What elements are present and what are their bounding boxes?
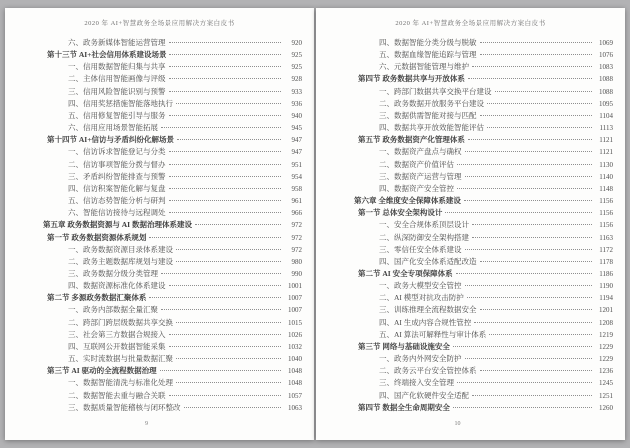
toc-entry: [68, 317, 302, 329]
toc-entry-title: 五、数据血缘智能追踪与管理: [379, 50, 477, 60]
toc-entry-title: 四、信用奖惩措施智能落地执行: [68, 98, 173, 108]
dot-leader: [169, 78, 282, 79]
toc-entry: [68, 268, 302, 280]
toc-entry: [68, 98, 302, 110]
toc-entry: [379, 61, 613, 73]
dot-leader: [169, 151, 282, 152]
toc-entry-title: 三、社会第三方数据合规接入: [68, 329, 166, 339]
toc-entry-page: 1178: [599, 257, 613, 266]
toc-entry: [68, 183, 302, 195]
toc-entry: [68, 122, 302, 134]
toc-entry: [358, 134, 613, 146]
toc-entry-page: 1186: [599, 269, 613, 278]
toc-entry: [379, 183, 613, 195]
toc-entry-page: 1015: [288, 318, 302, 327]
dot-leader: [169, 176, 282, 177]
dot-leader: [169, 188, 282, 189]
toc-entry-page: 1156: [599, 197, 613, 206]
toc-entry-page: 961: [291, 197, 302, 206]
dot-leader: [457, 164, 592, 165]
toc-entry-page: 945: [291, 124, 302, 133]
dot-leader: [169, 285, 282, 286]
toc-entry-title: 第五节 政务数据资产化管理体系: [358, 135, 465, 145]
toc-entry-title: 第六章 全维度安全保障体系建设: [354, 196, 461, 206]
toc-entry-page: 1048: [288, 379, 302, 388]
toc-page-left: [5, 8, 314, 440]
toc-entry: [358, 207, 613, 219]
toc-entry-page: 1057: [288, 391, 302, 400]
toc-entry-title: 第十三节 AI+社会信用体系建设场景: [47, 50, 167, 60]
toc-entry: [47, 365, 302, 377]
toc-entry: [68, 146, 302, 158]
dot-leader: [480, 54, 593, 55]
toc-entry-page: 1163: [599, 233, 613, 242]
toc-entry-page: 947: [291, 148, 302, 157]
dot-leader: [464, 200, 592, 201]
toc-entry-page: 1130: [599, 160, 613, 169]
toc-entry-page: 940: [291, 111, 302, 120]
toc-entry-page: 1007: [288, 294, 302, 303]
dot-leader: [453, 407, 592, 408]
dot-leader: [480, 261, 593, 262]
toc-entry-title: 三、零信任安全体系建设: [379, 244, 462, 254]
toc-entry-page: 1088: [599, 87, 613, 96]
dot-leader: [195, 224, 281, 225]
running-header: 2020 年 AI+智慧政务全场景应用解决方案白皮书: [395, 20, 546, 27]
toc-entry-page: 1001: [288, 282, 302, 291]
dot-leader: [169, 200, 282, 201]
running-header: 2020 年 AI+智慧政务全场景应用解决方案白皮书: [84, 20, 235, 27]
dot-leader: [149, 237, 281, 238]
dot-leader: [169, 212, 282, 213]
toc-entry-title: 二、信访事项智能分拨与督办: [68, 159, 166, 169]
toc-entry-page: 933: [291, 87, 302, 96]
toc-entry: [379, 110, 613, 122]
toc-entry-title: 四、数据资产安全管控: [379, 183, 454, 193]
toc-entry-page: 972: [291, 245, 302, 254]
toc-entry: [379, 146, 613, 158]
toc-entry-page: 1156: [599, 209, 613, 218]
toc-entry: [379, 353, 613, 365]
toc-entry-page: 1201: [599, 306, 613, 315]
toc-entry-title: 六、智能信访接待与远程调处: [68, 208, 166, 218]
toc-entry-title: 第三节 AI 驱动的全流程数据治理: [47, 366, 157, 376]
toc-entry-page: 1104: [599, 111, 613, 120]
toc-entry-page: 1040: [288, 355, 302, 364]
dot-leader: [472, 66, 592, 67]
toc-entry-page: 1229: [599, 355, 613, 364]
toc-entry: [68, 377, 302, 389]
toc-entry-title: 五、信用修复智能引导与服务: [68, 110, 166, 120]
dot-leader: [169, 91, 282, 92]
toc-entry: [379, 377, 613, 389]
dot-leader: [467, 297, 592, 298]
toc-entry-title: 三、训练推理全流程数据安全: [379, 305, 477, 315]
toc-entry: [358, 73, 613, 85]
toc-entry: [47, 292, 302, 304]
dot-leader: [472, 395, 592, 396]
toc-entry: [379, 244, 613, 256]
toc-entry: [68, 256, 302, 268]
toc-list-right: [354, 37, 613, 414]
dot-leader: [161, 127, 281, 128]
toc-entry-page: 1121: [599, 148, 613, 157]
toc-entry-page: 1032: [288, 342, 302, 351]
dot-leader: [465, 151, 593, 152]
toc-entry: [68, 195, 302, 207]
toc-entry: [379, 171, 613, 183]
toc-entry-page: 1190: [599, 282, 613, 291]
toc-entry-title: 二、政务云平台安全管控体系: [379, 366, 477, 376]
toc-entry-page: 1236: [599, 367, 613, 376]
toc-entry-title: 三、矛盾纠纷智能排查与预警: [68, 171, 166, 181]
dot-leader: [176, 358, 281, 359]
toc-entry-title: 一、政务大模型安全管控: [379, 281, 462, 291]
toc-entry-title: 第二节 AI 安全专项保障体系: [358, 268, 453, 278]
toc-entry: [358, 268, 613, 280]
toc-entry-title: 一、安全合规体系顶层设计: [379, 220, 469, 230]
toc-entry-title: 一、政务内部数据全量汇聚: [68, 305, 158, 315]
dot-leader: [176, 382, 281, 383]
toc-entry: [379, 86, 613, 98]
toc-entry: [43, 219, 302, 231]
toc-entry: [379, 49, 613, 61]
dot-leader: [169, 42, 282, 43]
toc-entry-page: 1194: [599, 294, 613, 303]
dot-leader: [176, 249, 281, 250]
toc-entry-title: 六、政务新媒体智能运营管理: [68, 38, 166, 47]
dot-leader: [456, 273, 592, 274]
toc-entry-page: 1140: [599, 172, 613, 181]
toc-entry-title: 二、跨部门跨层级数据共享交换: [68, 317, 173, 327]
dot-leader: [457, 188, 592, 189]
toc-entry-title: 三、政务数据分级分类管理: [68, 268, 158, 278]
toc-entry: [379, 159, 613, 171]
toc-entry: [68, 244, 302, 256]
toc-entry-title: 三、终端接入安全管理: [379, 378, 454, 388]
dot-leader: [176, 103, 281, 104]
toc-entry-title: 一、信访诉求智能登记与分类: [68, 147, 166, 157]
page-number: 9: [145, 421, 148, 427]
toc-entry-title: 一、信用数据智能归集与共享: [68, 62, 166, 72]
dot-leader: [468, 78, 592, 79]
dot-leader: [480, 370, 593, 371]
dot-leader: [176, 322, 281, 323]
toc-entry: [379, 365, 613, 377]
toc-entry-page: 1048: [288, 367, 302, 376]
toc-entry-title: 四、数据智能分类分级与脱敏: [379, 38, 477, 47]
toc-entry: [68, 37, 302, 49]
toc-entry-title: 四、信访积案智能化解与复盘: [68, 183, 166, 193]
toc-page-right: [316, 8, 625, 440]
toc-entry-title: 三、数据供需智能对接与匹配: [379, 110, 477, 120]
toc-entry-page: 966: [291, 209, 302, 218]
dot-leader: [149, 297, 281, 298]
toc-entry-title: 六、元数据智能管理与维护: [379, 62, 469, 72]
toc-entry: [379, 292, 613, 304]
dot-leader: [169, 334, 282, 335]
toc-entry-page: 954: [291, 172, 302, 181]
toc-entry: [379, 98, 613, 110]
dot-leader: [480, 115, 593, 116]
toc-entry-page: 972: [291, 221, 302, 230]
toc-entry-page: 1172: [599, 245, 613, 254]
dot-leader: [177, 139, 281, 140]
page-number: 10: [454, 421, 461, 427]
toc-entry: [68, 207, 302, 219]
toc-entry: [379, 37, 613, 49]
toc-entry: [358, 402, 613, 414]
dot-leader: [495, 91, 593, 92]
dot-leader: [487, 103, 592, 104]
toc-entry-title: 四、AI 生成内容合规性管控: [379, 317, 472, 327]
toc-entry: [379, 280, 613, 292]
dot-leader: [169, 395, 282, 396]
dot-leader: [169, 66, 282, 67]
toc-list-left: [43, 37, 302, 414]
toc-entry: [68, 304, 302, 316]
toc-entry-page: 1245: [599, 379, 613, 388]
toc-entry: [47, 49, 302, 61]
toc-entry-title: 四、国产化安全体系适配改造: [379, 256, 477, 266]
dot-leader: [474, 322, 592, 323]
dot-leader: [169, 346, 282, 347]
dot-leader: [169, 54, 281, 55]
dot-leader: [445, 212, 592, 213]
dot-leader: [169, 115, 282, 116]
toc-entry: [354, 195, 613, 207]
toc-entry: [358, 341, 613, 353]
dot-leader: [472, 224, 592, 225]
toc-entry: [47, 134, 302, 146]
toc-entry-page: 1088: [599, 75, 613, 84]
toc-entry-page: 1076: [599, 51, 613, 60]
toc-entry-page: 1260: [599, 403, 613, 412]
toc-entry-title: 第一节 政务数据资源体系规划: [47, 232, 147, 242]
toc-entry-page: 928: [291, 75, 302, 84]
toc-entry-title: 一、跨部门数据共享交换平台建设: [379, 86, 492, 96]
toc-entry-page: 972: [291, 233, 302, 242]
dot-leader: [489, 334, 592, 335]
toc-entry-title: 五、信访态势智能分析与研判: [68, 196, 166, 206]
toc-entry-page: 1219: [599, 330, 613, 339]
toc-entry-title: 三、信用风险智能识别与预警: [68, 86, 166, 96]
dot-leader: [468, 139, 592, 140]
toc-entry: [68, 280, 302, 292]
dot-leader: [472, 237, 592, 238]
toc-entry: [379, 232, 613, 244]
toc-entry-title: 五、AI 算法可解释性与审计体系: [379, 329, 487, 339]
dot-leader: [465, 358, 593, 359]
toc-entry-page: 958: [291, 184, 302, 193]
toc-entry-title: 第二节 多源政务数据汇聚体系: [47, 293, 147, 303]
toc-entry-page: 1063: [288, 403, 302, 412]
dot-leader: [465, 176, 593, 177]
toc-entry-page: 1148: [599, 184, 613, 193]
toc-entry: [379, 390, 613, 402]
toc-entry-page: 1026: [288, 330, 302, 339]
toc-entry: [68, 402, 302, 414]
toc-entry: [68, 353, 302, 365]
toc-entry-page: 1121: [599, 136, 613, 145]
toc-entry-title: 四、互联网公开数据智能采集: [68, 341, 166, 351]
toc-entry-title: 二、主体信用智能画像与评级: [68, 74, 166, 84]
toc-entry-title: 四、数据资源标准化体系建设: [68, 281, 166, 291]
toc-entry: [68, 110, 302, 122]
toc-entry-title: 一、政务内外网安全防护: [379, 354, 462, 364]
toc-entry: [68, 73, 302, 85]
toc-entry-page: 1208: [599, 318, 613, 327]
toc-entry-title: 第五章 政务数据资源与 AI 数据治理体系建设: [43, 220, 192, 230]
toc-entry: [379, 122, 613, 134]
toc-entry-page: 920: [291, 39, 302, 47]
toc-entry-page: 1156: [599, 221, 613, 230]
toc-entry-title: 二、AI 模型对抗攻击防护: [379, 293, 464, 303]
toc-entry-title: 第三节 网络与基础设施安全: [358, 341, 450, 351]
toc-entry-page: 1069: [599, 39, 613, 47]
toc-entry-page: 947: [291, 136, 302, 145]
toc-entry: [68, 329, 302, 341]
toc-entry-page: 1095: [599, 99, 613, 108]
dot-leader: [457, 382, 592, 383]
dot-leader: [176, 261, 281, 262]
toc-entry-title: 第一节 总体安全架构设计: [358, 208, 443, 218]
toc-entry-page: 936: [291, 99, 302, 108]
toc-entry-page: 1083: [599, 63, 613, 72]
toc-entry-page: 1229: [599, 342, 613, 351]
toc-entry-page: 925: [291, 63, 302, 72]
toc-entry: [47, 232, 302, 244]
toc-entry-page: 1251: [599, 391, 613, 400]
toc-entry: [68, 86, 302, 98]
toc-entry-title: 一、政务数据资源目录体系建设: [68, 244, 173, 254]
dot-leader: [453, 346, 592, 347]
dot-leader: [465, 285, 593, 286]
toc-entry-title: 三、数据质量智能稽核与闭环整改: [68, 402, 181, 412]
toc-entry-title: 一、数据资产盘点与确权: [379, 147, 462, 157]
toc-entry-title: 第四节 政务数据共享与开放体系: [358, 74, 465, 84]
toc-entry: [379, 304, 613, 316]
dot-leader: [184, 407, 282, 408]
toc-entry-page: 980: [291, 257, 302, 266]
dot-leader: [465, 249, 593, 250]
toc-entry-page: 925: [291, 51, 302, 60]
toc-entry-title: 四、国产化软硬件安全适配: [379, 390, 469, 400]
toc-entry-page: 951: [291, 160, 302, 169]
toc-entry: [68, 171, 302, 183]
dot-leader: [169, 164, 282, 165]
toc-entry: [379, 329, 613, 341]
toc-entry: [379, 219, 613, 231]
toc-entry-page: 990: [291, 269, 302, 278]
toc-entry-title: 五、实时流数据与批量数据汇聚: [68, 354, 173, 364]
toc-entry-title: 一、数据智能清洗与标准化处理: [68, 378, 173, 388]
dot-leader: [161, 309, 281, 310]
toc-entry: [68, 341, 302, 353]
toc-entry-title: 第四节 数据全生命周期安全: [358, 402, 450, 412]
toc-entry-page: 1113: [599, 124, 613, 133]
toc-entry-title: 二、数据资产价值评估: [379, 159, 454, 169]
toc-entry: [379, 317, 613, 329]
toc-entry-title: 第十四节 AI+信访与矛盾纠纷化解场景: [47, 135, 174, 145]
toc-entry: [68, 159, 302, 171]
toc-entry-title: 三、数据资产运营与管理: [379, 171, 462, 181]
toc-entry: [68, 390, 302, 402]
toc-entry-title: 四、数据共享开放效能智能评估: [379, 123, 484, 133]
toc-entry-title: 二、政务数据开放服务平台建设: [379, 98, 484, 108]
toc-entry-title: 二、纵深防御安全架构搭建: [379, 232, 469, 242]
toc-entry-title: 二、政务主题数据库规划与建设: [68, 256, 173, 266]
dot-leader: [487, 127, 592, 128]
dot-leader: [480, 42, 593, 43]
dot-leader: [161, 273, 281, 274]
toc-entry-page: 1007: [288, 306, 302, 315]
dot-leader: [160, 370, 281, 371]
toc-entry-title: 二、数据智能去重与融合关联: [68, 390, 166, 400]
dot-leader: [480, 309, 593, 310]
toc-entry: [68, 61, 302, 73]
toc-entry-title: 六、信用应用场景智能拓展: [68, 123, 158, 133]
toc-entry: [379, 256, 613, 268]
